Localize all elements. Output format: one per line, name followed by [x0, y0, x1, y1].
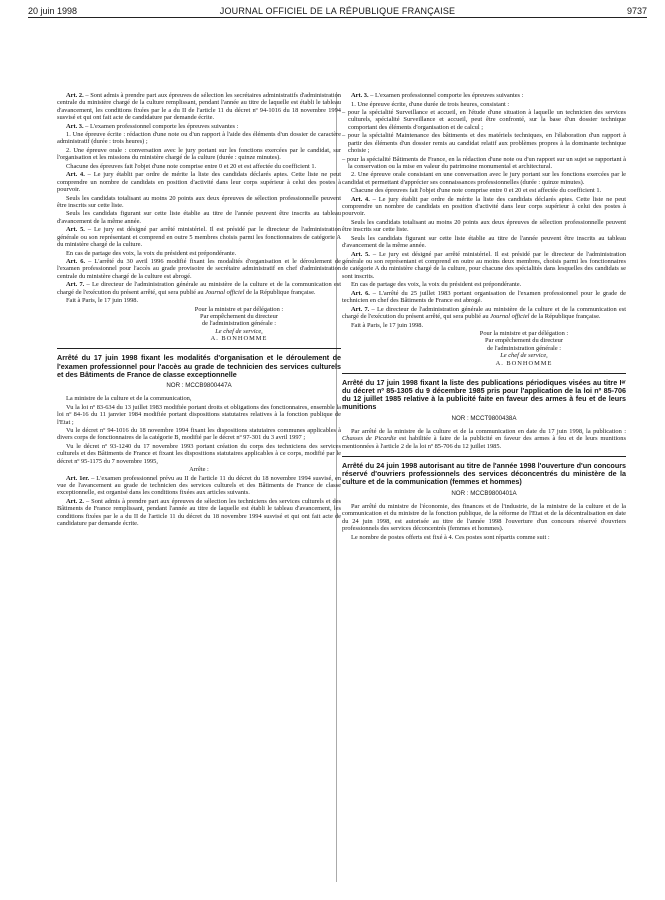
- article-paragraph: Seuls les candidats figurant sur cette liste établie au titre de l'année peuvent être inscrits au tableau d'avancement de la même année.: [57, 210, 341, 225]
- list-item: – pour la spécialité Maintenance des bâtiments et des matériels techniques, en l'élaboration d'un rapport à partir des éléments d'un dossier remis au candidat relatif aux problèmes propres à la dominante technique choisie ;: [342, 132, 626, 154]
- fait-a-paris: Fait à Paris, le 17 juin 1998.: [66, 297, 139, 305]
- article-paragraph: Art. 5. – Le jury est désigné par arrêté ministériel. Il est présidé par le directeur de l'administration générale ou son représentant et comprend en outre au moins deux membres, choisis parmi les fonctionnaires de catégorie A du ministère chargé de la culture, pour chacune des spécialités dans lesquelles des candidats se sont inscrits.: [342, 250, 626, 280]
- article-paragraph: Par arrêté du ministre de l'économie, des finances et de l'industrie, de la ministre de la culture et de la communication et du ministre de la fonction publique, de la réforme de l'Etat et de la décentralisation en date du 24 juin 1998, est autorisée au titre de l'année 1998 l'ouverture d'un concours réservé d'ouvriers professionnels des services déconcentrés (femmes et hommes).: [342, 502, 626, 533]
- article-paragraph: En cas de partage des voix, la voix du président est prépondérante.: [351, 281, 522, 289]
- header-page-number: 9737: [626, 6, 647, 16]
- section-separator: [342, 373, 626, 374]
- nor-reference: NOR : MCCB9800447A: [166, 382, 232, 390]
- article-paragraph: 1. Une épreuve écrite, d'une durée de trois heures, consistant :: [351, 100, 510, 108]
- header-date: 20 juin 1998: [28, 6, 78, 16]
- article-paragraph: Art. 4. – Le jury établit par ordre de mérite la liste des candidats déclarés aptes. Cette liste ne peut comprendre un nombre de candidats en position d'activité dans leur corps supérieur à celui des postes à pourvoir.: [57, 171, 341, 194]
- fait-a-paris: Fait à Paris, le 17 juin 1998.: [351, 321, 424, 329]
- article-paragraph: Art. 6. – L'arrêté du 30 avril 1996 modifié fixant les modalités d'organisation et le déroulement de l'examen professionnel pour l'accès au grade provisoire de secrétaire administratif en chef d'administration centrale du ministère chargé de la culture est abrogé.: [57, 258, 341, 280]
- signature-line: Pour la ministre et par délégation :: [479, 330, 569, 338]
- signature-block: [137, 306, 341, 343]
- signature-name: A. BONHOMME: [210, 335, 268, 343]
- signature-line: Par empêchement du directeur: [200, 313, 278, 321]
- signature-role: Le chef de service,: [215, 327, 263, 335]
- article-paragraph: Seuls les candidats figurant sur cette liste établie au titre de l'année peuvent être inscrits au tableau d'avancement de la même année.: [342, 234, 626, 250]
- decree-heading: Arrêté du 24 juin 1998 autorisant au titre de l'année 1998 l'ouverture d'un concours réservé d'ouvriers professionnels des services déconcentrés du ministère de la culture et de la communication (femmes et hommes): [342, 461, 626, 487]
- signature-line: [422, 352, 626, 359]
- signature-line: Par empêchement du directeur: [485, 337, 563, 345]
- article-paragraph: Art. 2. – Sont admis à prendre part aux épreuves de sélection les techniciens des services culturels et des Bâtiments de France remplissant, pendant l'année au titre de laquelle est établi le tableau d'avancement, les conditions fixées par le a du II de l'article 11 du décret du 18 novembre 1994 susvisé et qui ont fait acte de candidature par demande écrite.: [57, 497, 341, 528]
- signature-line: [137, 328, 341, 335]
- article-paragraph: Seuls les candidats totalisant au moins 20 points aux deux épreuves de sélection professionnelle peuvent être inscrits sur cette liste.: [342, 219, 626, 234]
- article-paragraph: Vu la loi nº 83-634 du 13 juillet 1983 modifiée portant droits et obligations des fonctionnaires, ensemble la loi nº 84-16 du 11 janvier 1984 modifiée portant dispositions statutaires relatives à la fonction publique de l'Etat ;: [57, 403, 341, 426]
- list-item: – pour la spécialité Bâtiments de France, en la rédaction d'une note ou d'un rapport sur un sujet se rapportant à la conservation ou la mise en valeur du patrimoine monumental et architectural.: [342, 155, 626, 170]
- header-rule: [28, 17, 647, 18]
- article-paragraph: Chacune des épreuves fait l'objet d'une note comprise entre 0 et 20 et est affectée du coefficient 1.: [351, 187, 602, 195]
- article-paragraph: 1. Une épreuve écrite : rédaction d'une note ou d'un rapport à l'aide des éléments d'un dossier de caractère administratif (durée : trois heures) ;: [57, 131, 341, 146]
- section-separator: [342, 456, 626, 457]
- article-paragraph: Chacune des épreuves fait l'objet d'une note comprise entre 0 et 20 et est affectée du coefficient 1.: [66, 162, 317, 170]
- article-paragraph: Art. 3. – L'examen professionnel comporte les épreuves suivantes :: [351, 92, 524, 99]
- list-item: – pour la spécialité Surveillance et accueil, en l'étude d'une situation à laquelle un technicien des services culturels, spécialité Surveillance et accueil, peut être confronté, sur la base d'un dossier technique comportant des éléments d'organisation et de calcul ;: [342, 109, 626, 131]
- nor-reference: NOR : MCCB9800401A: [451, 489, 517, 497]
- signature-block: [422, 330, 626, 367]
- signature-role: Le chef de service,: [500, 352, 548, 360]
- signature-line: Pour la ministre et par délégation :: [194, 305, 284, 313]
- article-paragraph: Art. 5. – Le jury est désigné par arrêté ministériel. Il est présidé par le directeur de l'administration générale ou son représentant et comprend en outre 5 membres choisis parmi les fonctionnaires de catégorie A du ministère chargé de la culture.: [57, 226, 341, 249]
- right-column: [342, 92, 626, 542]
- article-paragraph: 2. Une épreuve orale consistant en une conversation avec le jury portant sur les fonctions exercées par le candidat et permettant d'apprécier ses connaissances professionnelles (durée : quinze minutes).: [342, 171, 626, 186]
- article-paragraph: Art. 2. – Sont admis à prendre part aux épreuves de sélection les secrétaires administratifs d'administration centrale du ministère chargé de la culture remplissant, pendant l'année au titre de laquelle est établi le tableau d'avancement, les conditions fixées par le a du II de l'article 11 du décret nº 94-1016 du 18 novembre 1994 susvisé et qui ont fait acte de candidature par demande écrite.: [57, 92, 341, 122]
- header-title: JOURNAL OFFICIEL DE LA RÉPUBLIQUE FRANÇAISE: [219, 6, 456, 16]
- article-paragraph: Art. 1er. – L'examen professionnel prévu au II de l'article 11 du décret du 18 novembre 1994 susvisé, en vue de l'avancement au grade de technicien des services culturels et des Bâtiments de France de classe exceptionnelle, est organisé dans les conditions fixées aux articles suivants.: [57, 474, 341, 497]
- signature-name: A. BONHOMME: [495, 359, 553, 367]
- nor-reference: NOR : MCCT9800438A: [451, 414, 517, 422]
- arrete-label: Arrête :: [189, 466, 209, 474]
- article-paragraph: Art. 3. – L'examen professionnel comporte les épreuves suivantes :: [66, 122, 239, 130]
- decree-heading: Arrêté du 17 juin 1998 fixant la liste des publications périodiques visées au titre Iᵉʳ du décret nº 85-1305 du 9 décembre 1985 pris pour l'application de la loi nº 85-706 du 12 juillet 1985 relative à la publicité faite en faveur des armes à feu et de leurs munitions: [342, 377, 626, 412]
- article-paragraph: Art. 7. – Le directeur de l'administration générale au ministère de la culture et de la communication est chargé de l'exécution du présent arrêté, qui sera publié au Journal officiel de la République française.: [57, 281, 342, 296]
- signature-line: de l'administration générale :: [486, 344, 562, 352]
- decree-heading: Arrêté du 17 juin 1998 fixant les modalités d'organisation et le déroulement de l'examen professionnel pour l'accès au grade de technicien des services culturels et des Bâtiments de France de classe exceptionnelle: [57, 353, 341, 379]
- article-paragraph: Le nombre de postes offerts est fixé à 4. Ces postes sont répartis comme suit :: [351, 533, 550, 541]
- section-separator: [57, 348, 341, 349]
- article-paragraph: Vu le décret nº 93-1240 du 17 novembre 1993 portant création du corps des techniciens des services culturels et des Bâtiments de France et fixant les dispositions statutaires applicables à ce corps, modifié par le décret nº 95-1175 du 7 novembre 1995,: [57, 443, 341, 465]
- article-paragraph: 2. Une épreuve orale : conversation avec le jury portant sur les fonctions exercées par le candidat, sur l'organisation et les missions du ministère chargé de la culture (durée : quinze minutes).: [57, 146, 341, 162]
- article-paragraph: Art. 7. – Le directeur de l'administration générale au ministère de la culture et de la communication est chargé de l'exécution du présent arrêté, qui sera publié au Journal officiel de la République française.: [342, 305, 627, 321]
- article-paragraph: Art. 6. – L'arrêté du 25 juillet 1983 portant organisation de l'examen professionnel pour le grade de technicien en chef des Bâtiments de France est abrogé.: [342, 289, 626, 305]
- left-column: [57, 92, 341, 529]
- article-paragraph: La ministre de la culture et de la communication,: [66, 395, 192, 403]
- article-paragraph: En cas de partage des voix, la voix du président est prépondérante.: [66, 249, 237, 257]
- signature-line: de l'administration générale :: [201, 320, 277, 328]
- article-paragraph: Art. 4. – Le jury établit par ordre de mérite la liste des candidats déclarés aptes. Cette liste ne peut comprendre un nombre de candidats en position d'activité dans leur corps supérieur à celui des postes à pourvoir.: [342, 195, 626, 218]
- article-paragraph: Vu le décret nº 94-1016 du 18 novembre 1994 fixant les dispositions statutaires communes applicables à divers corps de fonctionnaires de la catégorie B, modifié par le décret nº 97-301 du 3 avril 1997 ;: [57, 427, 341, 442]
- article-paragraph: Seuls les candidats totalisant au moins 20 points aux deux épreuves de sélection professionnelle peuvent être inscrits sur cette liste.: [57, 194, 341, 209]
- article-paragraph: Par arrêté de la ministre de la culture et de la communication en date du 17 juin 1998, la publication : Chasses de Picardie est habilitée à faire de la publicité en faveur des armes à feu et de leurs munitions mentionnées à l'article 2 de la loi nº 85-706 du 12 juillet 1985.: [342, 428, 626, 450]
